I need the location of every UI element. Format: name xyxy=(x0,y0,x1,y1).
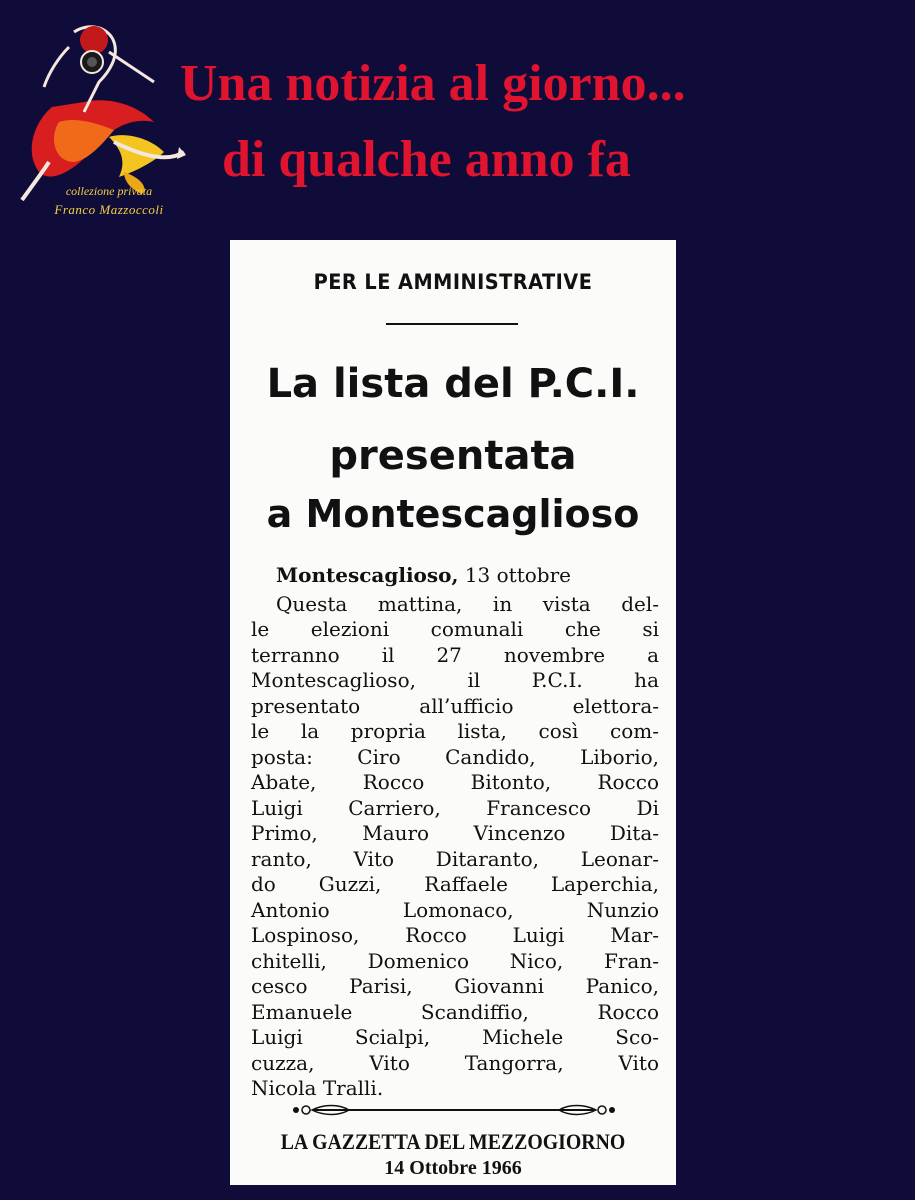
dateline-place: Montescaglioso, xyxy=(276,563,459,587)
body-line: posta: Ciro Candido, Liborio, xyxy=(251,744,659,769)
headline-line2: di qualche anno fa xyxy=(222,131,631,188)
body-line: cesco Parisi, Giovanni Panico, xyxy=(251,974,659,998)
body-line: presentato all’ufficio elettora- xyxy=(251,693,659,718)
body-line: Primo, Mauro Vincenzo Dita- xyxy=(251,821,659,845)
body-line: le elezioni comunali che si xyxy=(251,617,659,641)
body-line: chitelli, Domenico Nico, Fran- xyxy=(251,948,659,973)
article-title-line1: La lista del P.C.I. xyxy=(266,361,640,407)
body-line: le la propria lista, così com- xyxy=(251,719,659,743)
headline-line1: Una notizia al giorno... xyxy=(180,55,686,112)
logo-caption-collection: collezione privata xyxy=(65,184,153,198)
collection-logo xyxy=(14,12,189,227)
article-kicker: PER LE AMMINISTRATIVE xyxy=(313,270,593,294)
source-publication-date: 14 Ottobre 1966 xyxy=(384,1157,522,1179)
body-line: Luigi Scialpi, Michele Sco- xyxy=(251,1025,659,1049)
body-line: Emanuele Scandiffio, Rocco xyxy=(251,999,659,1024)
dancer-illustration-icon xyxy=(14,12,189,212)
body-line: terranno il 27 novembre a xyxy=(251,642,659,667)
body-line: Nicola Tralli. xyxy=(251,1076,384,1100)
source-newspaper-name: LA GAZZETTA DEL MEZZOGIORNO xyxy=(280,1129,626,1154)
body-line: Antonio Lomonaco, Nunzio xyxy=(251,897,659,922)
body-line: Montescaglioso, il P.C.I. ha xyxy=(251,668,659,692)
body-line: Luigi Carriero, Francesco Di xyxy=(251,795,659,820)
article-body xyxy=(251,563,659,1102)
logo-caption-owner: Franco Mazzoccoli xyxy=(54,202,164,217)
body-line: cuzza, Vito Tangorra, Vito xyxy=(251,1050,659,1075)
newspaper-clipping xyxy=(230,240,676,1185)
body-line: ranto, Vito Ditaranto, Leonar- xyxy=(251,846,659,871)
ornament-divider-icon xyxy=(284,1102,624,1118)
article-title-line3: a Montescaglioso xyxy=(266,492,640,536)
body-line: Questa mattina, in vista del- xyxy=(276,591,659,616)
body-line: Abate, Rocco Bitonto, Rocco xyxy=(251,770,659,794)
body-line: do Guzzi, Raffaele Laperchia, xyxy=(251,872,659,896)
article-title-line2: presentata xyxy=(329,433,577,479)
article-dateline xyxy=(276,563,659,589)
dateline-date: 13 ottobre xyxy=(464,563,571,587)
kicker-divider xyxy=(386,323,518,325)
body-line: Lospinoso, Rocco Luigi Mar- xyxy=(251,923,659,947)
